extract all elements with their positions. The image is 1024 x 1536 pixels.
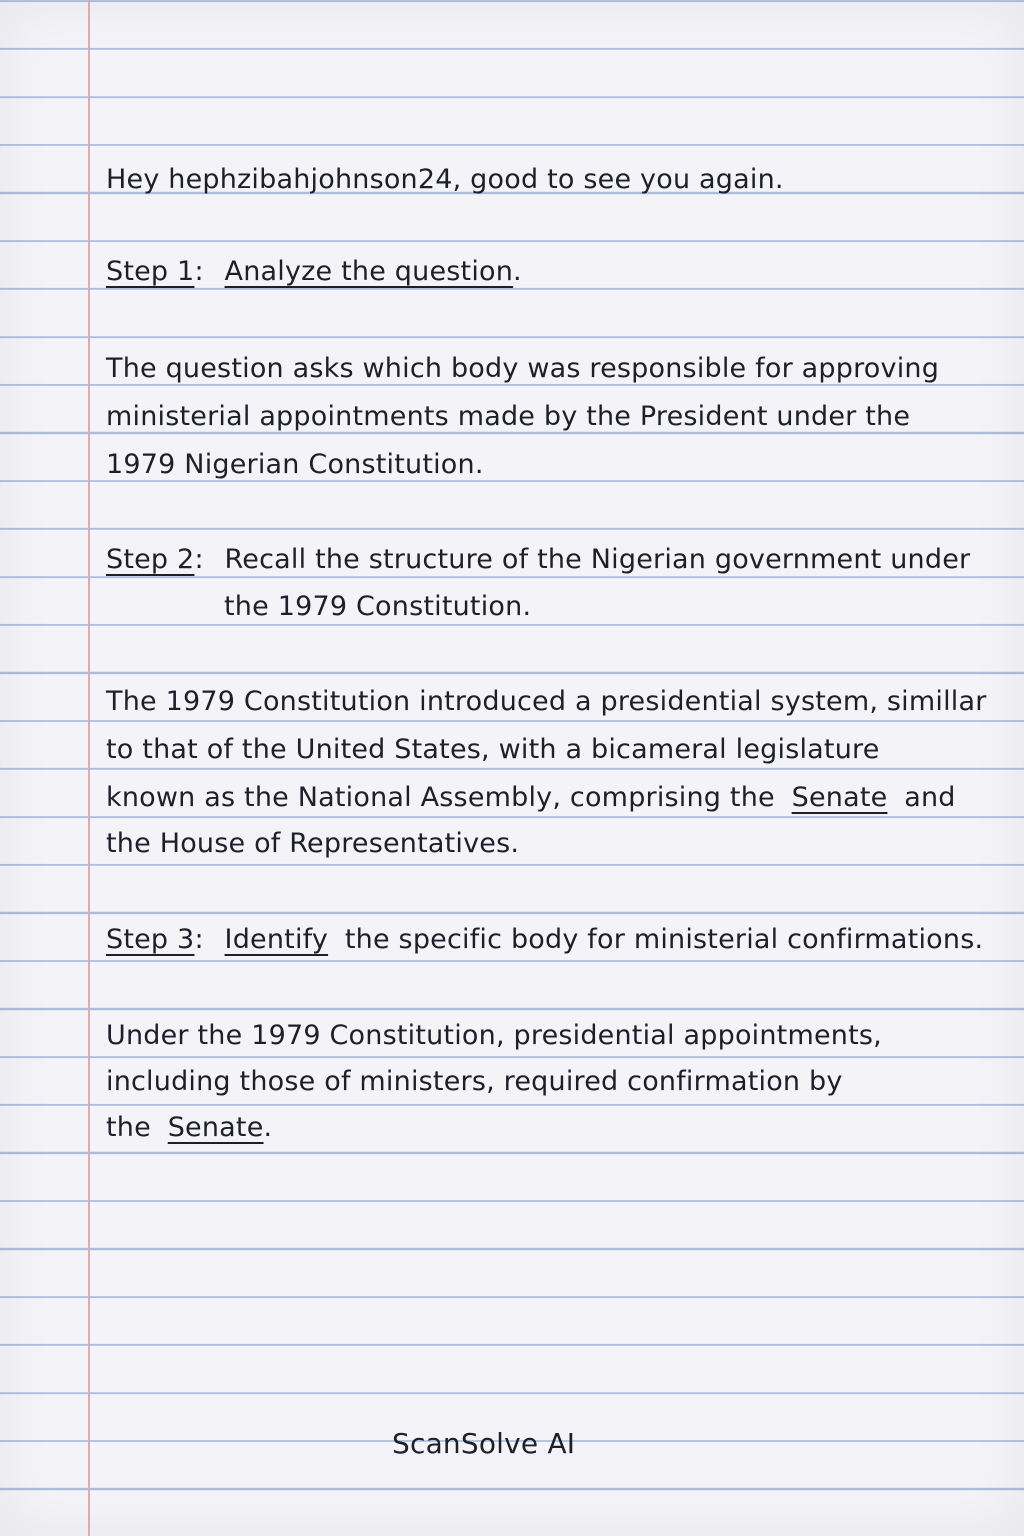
step-3-body-period: .	[263, 1112, 273, 1143]
step-1-colon: :	[194, 256, 204, 287]
step-3-body-line: Under the 1979 Constitution, presidential appointments,	[106, 1020, 882, 1051]
step-3-colon: :	[194, 924, 204, 955]
step-2-body-line: The 1979 Constitution introduced a presidential system, simillar	[106, 686, 987, 717]
step-1-body-line: ministerial appointments made by the President under the	[106, 401, 911, 432]
step-2-title-line: the 1979 Constitution.	[224, 591, 532, 622]
step-1-body-line: 1979 Nigerian Constitution.	[106, 449, 484, 480]
step-2-label: Step 2	[106, 544, 195, 575]
step-1-title: Analyze the question	[224, 256, 514, 287]
step-3-title-underlined: Identify	[224, 924, 329, 955]
step-1-heading	[106, 258, 522, 285]
senate-underlined: Senate	[167, 1112, 264, 1143]
step-3-heading	[106, 926, 983, 953]
step-2-body-segment: and	[904, 782, 956, 813]
margin-line	[88, 0, 90, 1536]
step-1-label: Step 1	[106, 256, 195, 287]
step-2-colon: :	[194, 544, 204, 575]
greeting-text: Hey hephzibahjohnson24, good to see you again.	[106, 164, 784, 195]
step-2-body-line: to that of the United States, with a bicameral legislature	[106, 734, 880, 765]
step-2-heading	[106, 546, 970, 573]
step-3-title-rest: the specific body for ministerial confirmations.	[344, 924, 984, 955]
senate-underlined: Senate	[791, 782, 888, 813]
step-1-title-end: .	[513, 256, 522, 287]
step-2-body-line	[106, 784, 956, 811]
step-2-body-line: the House of Representatives.	[106, 828, 520, 859]
step-2-title-line: Recall the structure of the Nigerian government under	[224, 544, 971, 575]
step-3-body-segment: the	[106, 1112, 151, 1143]
step-2-body-segment: known as the National Assembly, comprising the	[106, 782, 775, 813]
step-3-body-line: including those of ministers, required confirmation by	[106, 1066, 843, 1097]
step-3-body-line	[106, 1114, 272, 1141]
step-3-label: Step 3	[106, 924, 195, 955]
footer-brand: ScanSolve AI	[392, 1427, 576, 1460]
step-1-body-line: The question asks which body was responsible for approving	[106, 353, 940, 384]
